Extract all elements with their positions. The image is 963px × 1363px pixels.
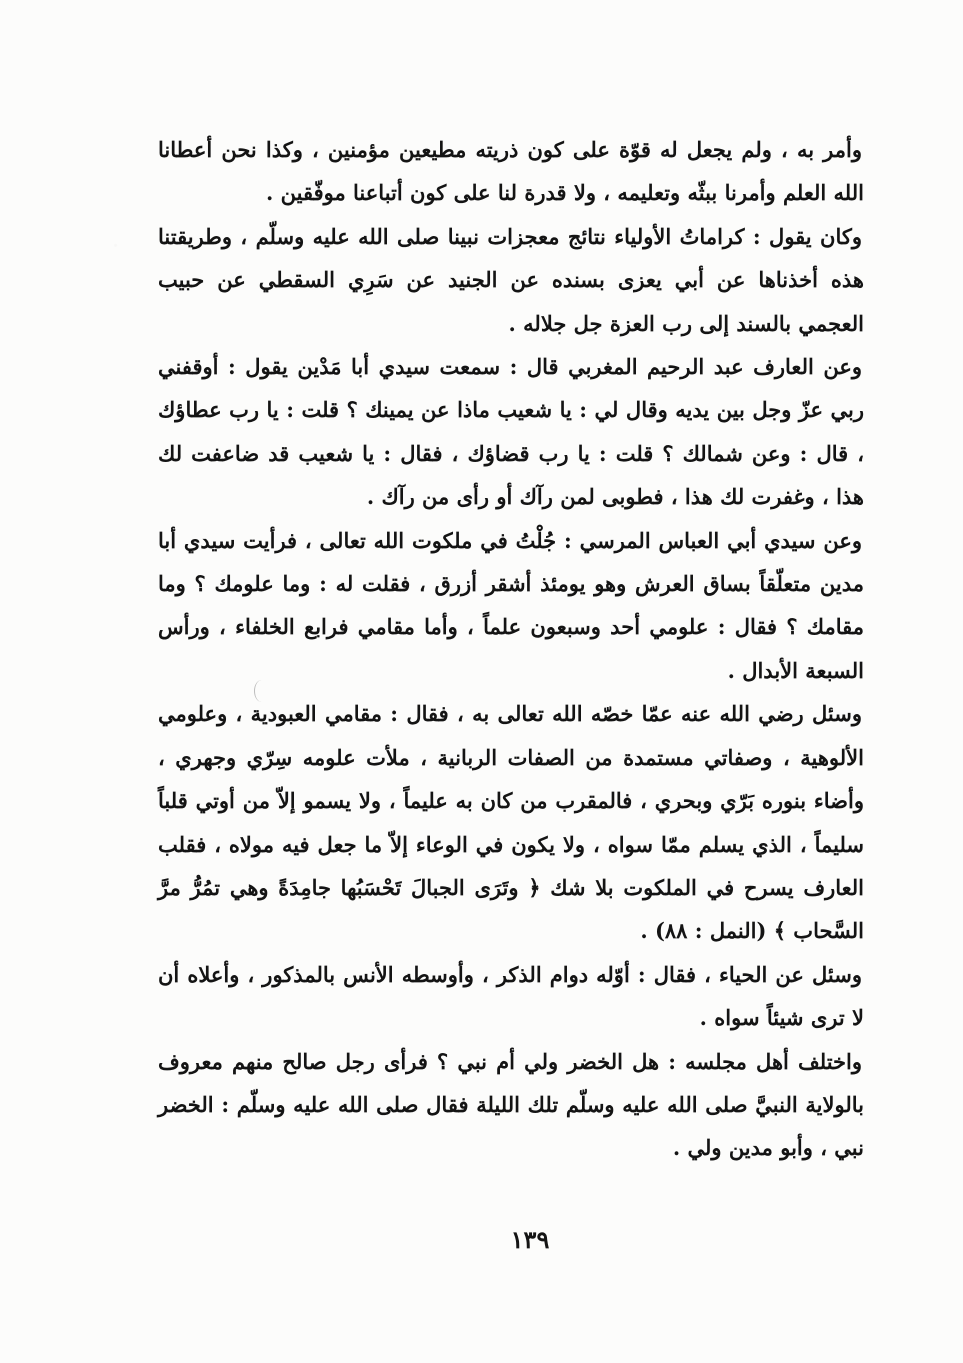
paragraph-3: وعن العارف عبد الرحيم المغربي قال : سمعت سيدي أبا مَدْين يقول : أوقفني ربي عزّ وجل بين يديه وقال لي : يا شعيب ماذا عن يمينك ؟ قلت : يا رب عطاؤك ، قال : وعن شمالك ؟ قلت : يا رب قضاؤك ، فقال : يا شعيب قد ضاعفت لك هذا ، وغفرت لك هذا ، فطوبى لمن رآك أو رأى من رآك . <box>158 354 864 510</box>
paragraph-6: وسئل عن الحياء ، فقال : أوّله دوام الذكر ، وأوسطه الأنس بالمذكور ، وأعلاه أن لا ترى شيئاً سواه . <box>158 961 864 1031</box>
paragraph-5: وسئل رضي الله عنه عمّا خصّه الله تعالى به ، فقال : مقامي العبودية ، وعلومي الألوهية ، وصفاتي مستمدة من الصفات الربانية ، ملأت علومه سِرّي وجهري ، وأضاء بنوره بَرّي وبحري ، فالمقرب من كان به عليماً ، ولا يسمو إلاّ من أوتي قلباً سليماً ، الذي يسلم ممّا سواه ، ولا يكون في الوعاء إلاّ ما جعل فيه مولاه ، فقلب العارف يسرح في الملكوت بلا شك ﴿ وتَرَى الجبالَ تَحْسَبُها جامِدَةً وهي تمُرُّ مرَّ السَّحاب ﴾ (النمل : ٨٨) . <box>158 701 864 944</box>
paragraph-7: واختلف أهل مجلسه : هل الخضر ولي أم نبي ؟ فرأى رجل صالح منهم معروف بالولاية النبيَّ صلى الله عليه وسلّم تلك الليلة فقال صلى الله عليه وسلّم : الخضر نبي ، وأبو مدين ولي . <box>158 1048 864 1161</box>
paragraph-1: وأمر به ، ولم يجعل له قوّة على كون ذريته مطيعين مؤمنين ، وكذا نحن أعطانا الله العلم وأمرنا ببثّه وتعليمه ، ولا قدرة لنا على كون أتباعنا موفّقين . <box>158 137 864 206</box>
paragraph-2: وكان يقول : كراماتُ الأولياء نتائج معجزات نبينا صلى الله عليه وسلّم ، وطريقتنا هذه أخذناها عن أبي يعزى بسنده عن الجنيد عن سَرِي السقطي عن حبيب العجمي بالسند إلى رب العزة جل جلاله . <box>158 223 864 336</box>
scan-mark <box>254 680 269 702</box>
body-text <box>158 128 864 1170</box>
paragraph-4: وعن سيدي أبي العباس المرسي : جُلْتُ في ملكوت الله تعالى ، فرأيت سيدي أبا مدين متعلّقاً بساق العرش وهو يومئذ أشقر أزرق ، فقلت له : وما علومك ؟ وما مقامك ؟ فقال : علومي أحد وسبعون علماً ، وأما مقامي فرابع الخلفاء ، ورأس السبعة الأبدال . <box>158 527 864 683</box>
page-number: ١٣٩ <box>510 1225 550 1254</box>
